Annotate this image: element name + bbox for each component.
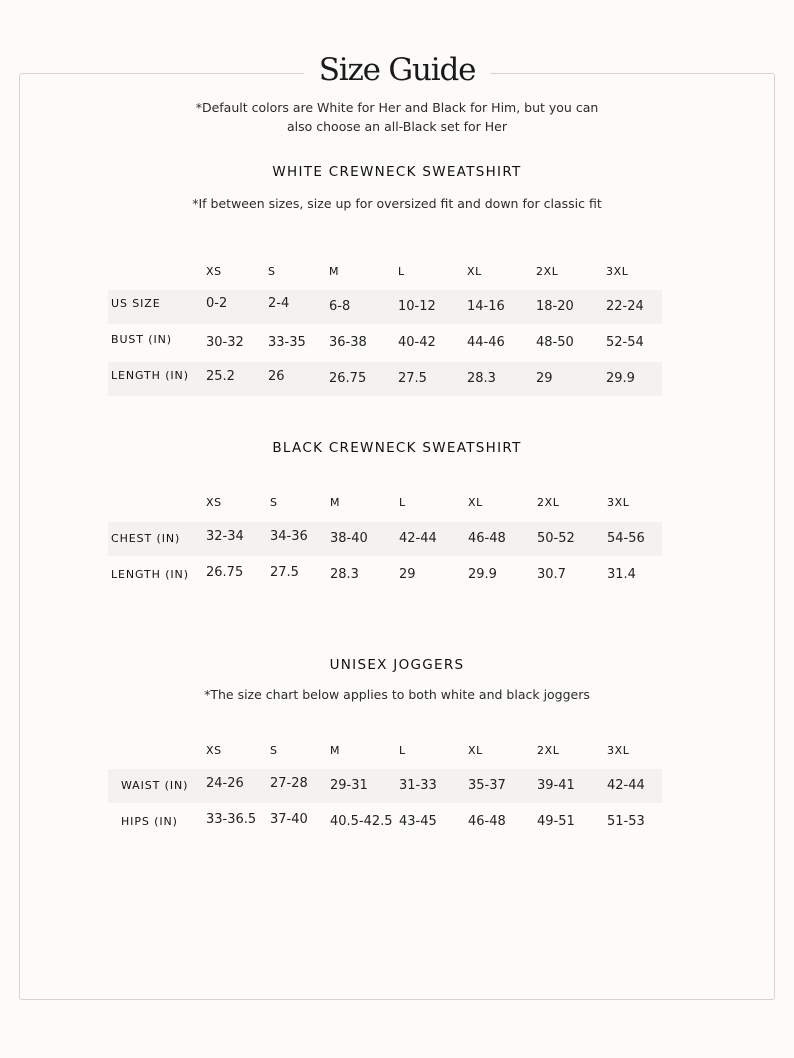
- row-label: US SIZE: [111, 297, 161, 310]
- white-sweatshirt-size-header: [0, 255, 794, 289]
- table-cell: 42-44: [399, 531, 437, 546]
- table-cell: 32-34: [206, 529, 244, 544]
- table-cell: 39-41: [537, 778, 575, 793]
- table-cell: 38-40: [330, 531, 368, 546]
- table-cell: 29: [536, 371, 553, 386]
- size-header-3xl: 3XL: [606, 265, 629, 278]
- table-cell: 43-45: [399, 814, 437, 829]
- table-cell: 24-26: [206, 776, 244, 791]
- table-cell: 36-38: [329, 335, 367, 350]
- table-cell: 44-46: [467, 335, 505, 350]
- size-header-l: L: [398, 265, 405, 278]
- table-cell: 26.75: [329, 371, 367, 386]
- table-cell: 28.3: [330, 567, 359, 582]
- joggers-row-hips: [0, 805, 794, 839]
- size-header-s: S: [268, 265, 276, 278]
- size-header-s: S: [270, 744, 278, 757]
- table-cell: 34-36: [270, 529, 308, 544]
- white-sweatshirt-heading: WHITE CREWNECK SWEATSHIRT: [272, 164, 522, 180]
- black-sweatshirt-heading: BLACK CREWNECK SWEATSHIRT: [272, 440, 522, 456]
- row-label: LENGTH (IN): [111, 568, 189, 581]
- table-cell: 18-20: [536, 299, 574, 314]
- table-cell: 6-8: [329, 299, 351, 314]
- table-cell: 33-36.5: [206, 812, 257, 827]
- white-sweatshirt-row-us-size: [0, 290, 794, 324]
- page-title: [0, 50, 794, 90]
- size-header-xl: XL: [467, 265, 482, 278]
- table-cell: 0-2: [206, 296, 228, 311]
- row-label: BUST (IN): [111, 333, 172, 346]
- table-cell: 35-37: [468, 778, 506, 793]
- size-header-xs: XS: [206, 496, 222, 509]
- table-cell: 46-48: [468, 814, 506, 829]
- table-cell: 22-24: [606, 299, 644, 314]
- row-label: WAIST (IN): [121, 779, 189, 792]
- row-band: [108, 290, 662, 324]
- table-cell: 14-16: [467, 299, 505, 314]
- table-cell: 31-33: [399, 778, 437, 793]
- table-cell: 2-4: [268, 296, 290, 311]
- size-header-m: M: [329, 265, 340, 278]
- size-header-2xl: 2XL: [536, 265, 559, 278]
- table-cell: 27-28: [270, 776, 308, 791]
- table-cell: 49-51: [537, 814, 575, 829]
- table-cell: 46-48: [468, 531, 506, 546]
- size-header-m: M: [330, 744, 341, 757]
- size-header-xl: XL: [468, 744, 483, 757]
- table-cell: 33-35: [268, 335, 306, 350]
- default-colors-note-line1: *Default colors are White for Her and Black for Him, but you can: [195, 100, 599, 115]
- size-header-xs: XS: [206, 265, 222, 278]
- table-cell: 52-54: [606, 335, 644, 350]
- size-header-m: M: [330, 496, 341, 509]
- table-cell: 27.5: [270, 565, 299, 580]
- table-cell: 54-56: [607, 531, 645, 546]
- table-cell: 50-52: [537, 531, 575, 546]
- table-cell: 28.3: [467, 371, 496, 386]
- size-header-l: L: [399, 744, 406, 757]
- table-cell: 40.5-42.5: [330, 814, 393, 829]
- row-label: HIPS (IN): [121, 815, 178, 828]
- joggers-note: *The size chart below applies to both white and black joggers: [204, 687, 590, 702]
- size-header-s: S: [270, 496, 278, 509]
- table-cell: 29.9: [606, 371, 635, 386]
- row-label: CHEST (IN): [111, 532, 181, 545]
- white-sweatshirt-row-bust: [0, 326, 794, 360]
- row-band: [108, 362, 662, 396]
- row-label: LENGTH (IN): [111, 369, 189, 382]
- table-cell: 27.5: [398, 371, 427, 386]
- joggers-row-waist: [0, 769, 794, 803]
- table-cell: 30-32: [206, 335, 244, 350]
- black-sweatshirt-row-length: [0, 558, 794, 592]
- table-cell: 10-12: [398, 299, 436, 314]
- row-band: [108, 522, 662, 556]
- table-cell: 30.7: [537, 567, 566, 582]
- size-header-2xl: 2XL: [537, 744, 560, 757]
- size-header-xl: XL: [468, 496, 483, 509]
- black-sweatshirt-size-header: [0, 486, 794, 520]
- table-cell: 29: [399, 567, 416, 582]
- table-cell: 51-53: [607, 814, 645, 829]
- table-cell: 40-42: [398, 335, 436, 350]
- table-cell: 48-50: [536, 335, 574, 350]
- table-cell: 29-31: [330, 778, 368, 793]
- size-header-l: L: [399, 496, 406, 509]
- black-sweatshirt-row-chest: [0, 522, 794, 556]
- size-header-2xl: 2XL: [537, 496, 560, 509]
- table-cell: 42-44: [607, 778, 645, 793]
- table-cell: 26.75: [206, 565, 244, 580]
- joggers-size-header: [0, 734, 794, 768]
- table-cell: 37-40: [270, 812, 308, 827]
- page-title-text: Size Guide: [304, 50, 491, 90]
- white-sweatshirt-row-length: [0, 362, 794, 396]
- size-header-3xl: 3XL: [607, 744, 630, 757]
- table-cell: 26: [268, 369, 285, 384]
- size-header-3xl: 3XL: [607, 496, 630, 509]
- white-sweatshirt-note: *If between sizes, size up for oversized fit and down for classic fit: [192, 196, 602, 211]
- table-cell: 31.4: [607, 567, 636, 582]
- default-colors-note-line2: also choose an all-Black set for Her: [286, 119, 508, 134]
- row-band: [108, 769, 662, 803]
- joggers-heading: UNISEX JOGGERS: [329, 657, 465, 673]
- table-cell: 25.2: [206, 369, 235, 384]
- table-cell: 29.9: [468, 567, 497, 582]
- size-header-xs: XS: [206, 744, 222, 757]
